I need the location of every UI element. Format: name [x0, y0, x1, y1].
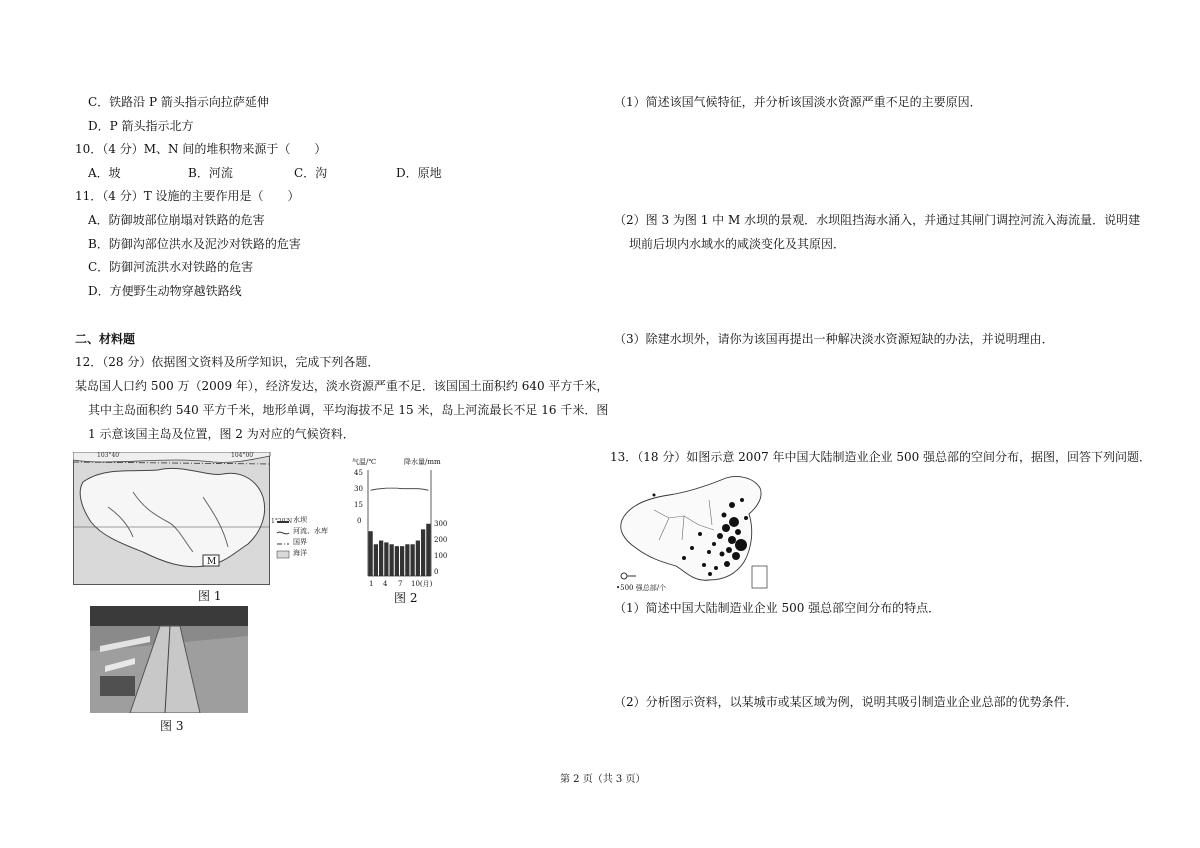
china-hq-map	[614, 470, 772, 594]
figure-3-label: 图 3	[160, 719, 184, 733]
climate-tick-right-300: 300	[434, 520, 448, 528]
figure-1-island-map	[73, 452, 351, 585]
climate-tick-left-30: 30	[354, 485, 363, 493]
q9-option-d: D．P 箭头指示北方	[88, 119, 194, 133]
climate-tick-right-200: 200	[434, 536, 448, 544]
q12-part-2-line-1: （2）图 3 为图 1 中 M 水坝的景观．水坝阻挡海水涌入，并通过其闸门调控河流入海流量．说明建	[614, 213, 1141, 227]
figure-2-label: 图 2	[394, 591, 418, 605]
figure-1-label: 图 1	[198, 589, 222, 603]
temperature-line	[371, 488, 429, 490]
map1-lat: 1°20′N	[271, 518, 293, 525]
climate-tick-right-100: 100	[434, 552, 448, 560]
q11-option-c: C．防御河流洪水对铁路的危害	[88, 260, 254, 274]
q12-material-line-1: 某岛国人口约 500 万（2009 年），经济发达，淡水资源严重不足．该国国土面积约 640 平方千米，	[75, 379, 609, 393]
precipitation-bar	[374, 544, 378, 576]
map1-marker-m: M	[207, 557, 217, 567]
figure-3-dam-photo	[90, 606, 248, 713]
precipitation-bar	[411, 544, 415, 576]
precipitation-bar	[421, 529, 425, 576]
q12-material-line-2: 其中主岛面积约 540 平方千米，地形单调，平均海拔不足 15 米，岛上河流最长不足 16 千米．图	[88, 403, 609, 417]
climate-ylabel-right: 降水量/mm	[404, 458, 441, 466]
q11-option-b: B．防御沟部位洪水及泥沙对铁路的危害	[88, 237, 301, 251]
q9-option-c: C．铁路沿 P 箭头指示向拉萨延伸	[88, 95, 269, 109]
q11-option-a: A．防御坡部位崩塌对铁路的危害	[88, 213, 265, 227]
precipitation-bar	[390, 544, 394, 576]
q13-part-1: （1）简述中国大陆制造业企业 500 强总部空间分布的特点．	[614, 601, 941, 615]
climate-x-tick-7: 7	[398, 580, 403, 588]
section-heading: 二、材料题	[75, 332, 136, 346]
figure-2-climate-chart	[348, 452, 466, 588]
page-footer: 第 2 页（共 3 页）	[560, 774, 646, 785]
climate-tick-left-45: 45	[354, 469, 363, 477]
q10-stem: 10．（4 分）M、N 间的堆积物来源于（ ）	[75, 142, 327, 156]
precipitation-bar	[384, 542, 388, 576]
q10-option-c: C．沟	[294, 166, 328, 180]
q10-option-d: D．原地	[396, 166, 442, 180]
precipitation-bar	[426, 524, 430, 576]
precipitation-bar	[395, 546, 399, 576]
climate-tick-left-15: 15	[354, 501, 363, 509]
q11-stem: 11．（4 分）T 设施的主要作用是（ ）	[75, 189, 300, 203]
map1-lon-right: 104°00′	[231, 452, 255, 459]
climate-tick-left-0: 0	[357, 517, 362, 525]
map1-legend-river: 河流、水库	[293, 527, 328, 535]
q12-material-line-3: 1 示意该国主岛及位置，图 2 为对应的气候资料．	[88, 427, 355, 441]
precipitation-bar	[369, 531, 373, 576]
q13-stem: 13．（18 分）如图示意 2007 年中国大陆制造业企业 500 强总部的空间分布，据图，回答下列问题．	[610, 450, 1152, 464]
q12-part-2-line-2: 坝前后坝内水域水的咸淡变化及其原因．	[629, 237, 846, 251]
climate-x-tick-1: 1	[369, 580, 374, 588]
precipitation-bar	[416, 541, 420, 576]
map1-legend-ocean: 海洋	[293, 549, 307, 557]
climate-tick-right-0: 0	[434, 568, 439, 576]
q12-part-1: （1）简述该国气候特征，并分析该国淡水资源严重不足的主要原因．	[614, 95, 982, 109]
map1-legend-border: 国界	[293, 538, 307, 546]
precipitation-bar	[400, 546, 404, 576]
q12-part-3: （3）除建水坝外，请你为该国再提出一种解决淡水资源短缺的办法，并说明理由．	[614, 332, 1054, 346]
climate-ylabel-left: 气温/℃	[352, 458, 377, 466]
precipitation-bar	[405, 544, 409, 576]
china-map-legend: •500 强总部/个	[616, 584, 667, 592]
q11-option-d: D．方便野生动物穿越铁路线	[88, 284, 242, 298]
q10-option-a: A．坡	[88, 166, 121, 180]
q13-part-2: （2）分析图示资料，以某城市或某区域为例，说明其吸引制造业企业总部的优势条件．	[614, 695, 1078, 709]
q12-stem: 12．（28 分）依据图文资料及所学知识，完成下列各题．	[75, 355, 380, 369]
climate-x-tick-10: 10(月)	[411, 580, 433, 588]
precipitation-bar	[379, 541, 383, 576]
map1-legend-dam: 水坝	[293, 516, 307, 524]
map1-lon-left: 103°40′	[97, 452, 121, 459]
q10-option-b: B．河流	[188, 166, 233, 180]
climate-x-tick-4: 4	[383, 580, 388, 588]
